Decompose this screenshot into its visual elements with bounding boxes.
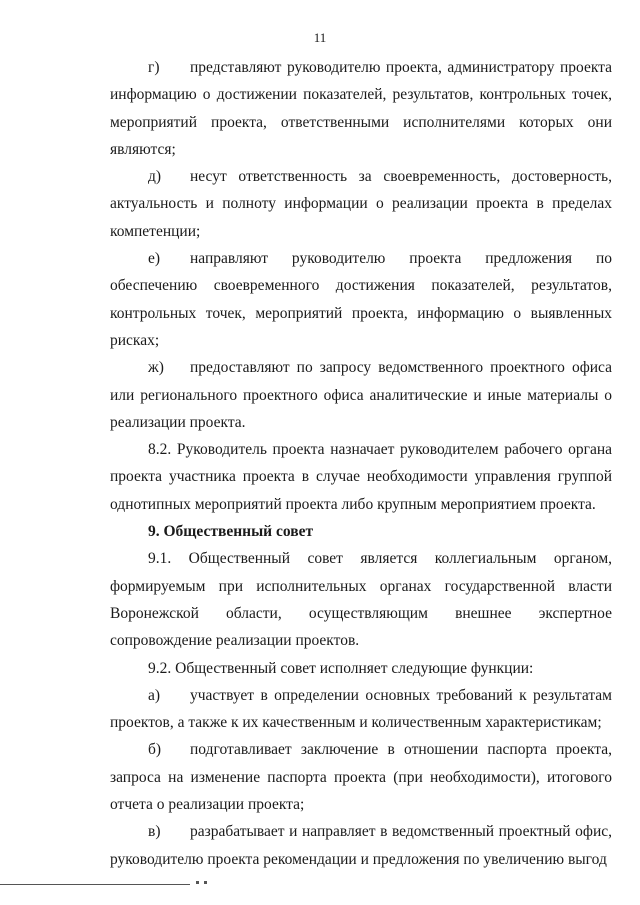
- list-item-a: [110, 682, 612, 737]
- list-item-text: представляют руководителю проекта, администратору проекта информацию о достижении показателей, результатов, контрольных точек, мероприятий проекта, ответственными исполнителями которых они являются;: [110, 59, 612, 158]
- paragraph-9-1: 9.1. Общественный совет является коллегиальным органом, формируемым при исполнительных органах государственной власти Воронежской области, осуществляющим внешнее экспертное сопровождение реализации проектов.: [110, 550, 612, 650]
- list-item-text: разрабатывает и направляет в ведомственный проектный офис, руководителю проекта рекомендации и предложения по увеличению выгод: [110, 823, 612, 868]
- list-item-text: несут ответственность за своевременность, достоверность, актуальность и полноту информации о реализации проекта в пределах компетенции;: [110, 168, 612, 240]
- list-item-b: [110, 736, 612, 818]
- list-marker: б): [148, 741, 162, 759]
- list-item-text: направляют руководителю проекта предложения по обеспечению своевременного достижения показателей, результатов, контрольных точек, мероприятий проекта, информацию о выявленных рисках;: [110, 250, 612, 349]
- section-heading-9: 9. Общественный совет: [148, 523, 314, 541]
- list-item-text: участвует в определении основных требований к результатам проектов, а также к их качественным и количественным характеристикам;: [110, 686, 612, 732]
- list-item-g: [110, 54, 612, 163]
- list-item-zh: [110, 354, 612, 436]
- list-marker: г): [148, 59, 160, 76]
- list-marker: а): [148, 686, 161, 704]
- paragraph-8-2: 8.2. Руководитель проекта назначает руководителем рабочего органа проекта участника проекта в случае необходимости управления группой однотипных мероприятий проекта либо крупным мероприятием проекта.: [110, 441, 612, 513]
- list-item-d: [110, 163, 612, 245]
- list-item-e: [110, 245, 612, 354]
- list-marker: д): [148, 168, 162, 186]
- list-item-text: подготавливает заключение в отношении паспорта проекта, запроса на изменение паспорта проекта (при необходимости), итогового отчета о реализации проекта;: [110, 741, 612, 814]
- footer-mark: [196, 881, 199, 884]
- footer-rule: [0, 884, 190, 885]
- document-body: [110, 54, 612, 873]
- footer-mark: [204, 881, 207, 884]
- list-marker: в): [148, 823, 161, 841]
- list-item-text: предоставляют по запросу ведомственного проектного офиса или регионального проектного офиса аналитические и иные материалы о реализации проекта.: [110, 359, 612, 431]
- paragraph-9-2: 9.2. Общественный совет исполняет следующие функции:: [148, 659, 534, 677]
- list-marker: е): [148, 250, 161, 268]
- page-number: 11: [313, 30, 327, 45]
- list-marker: ж): [148, 359, 164, 377]
- list-item-v: [110, 818, 612, 873]
